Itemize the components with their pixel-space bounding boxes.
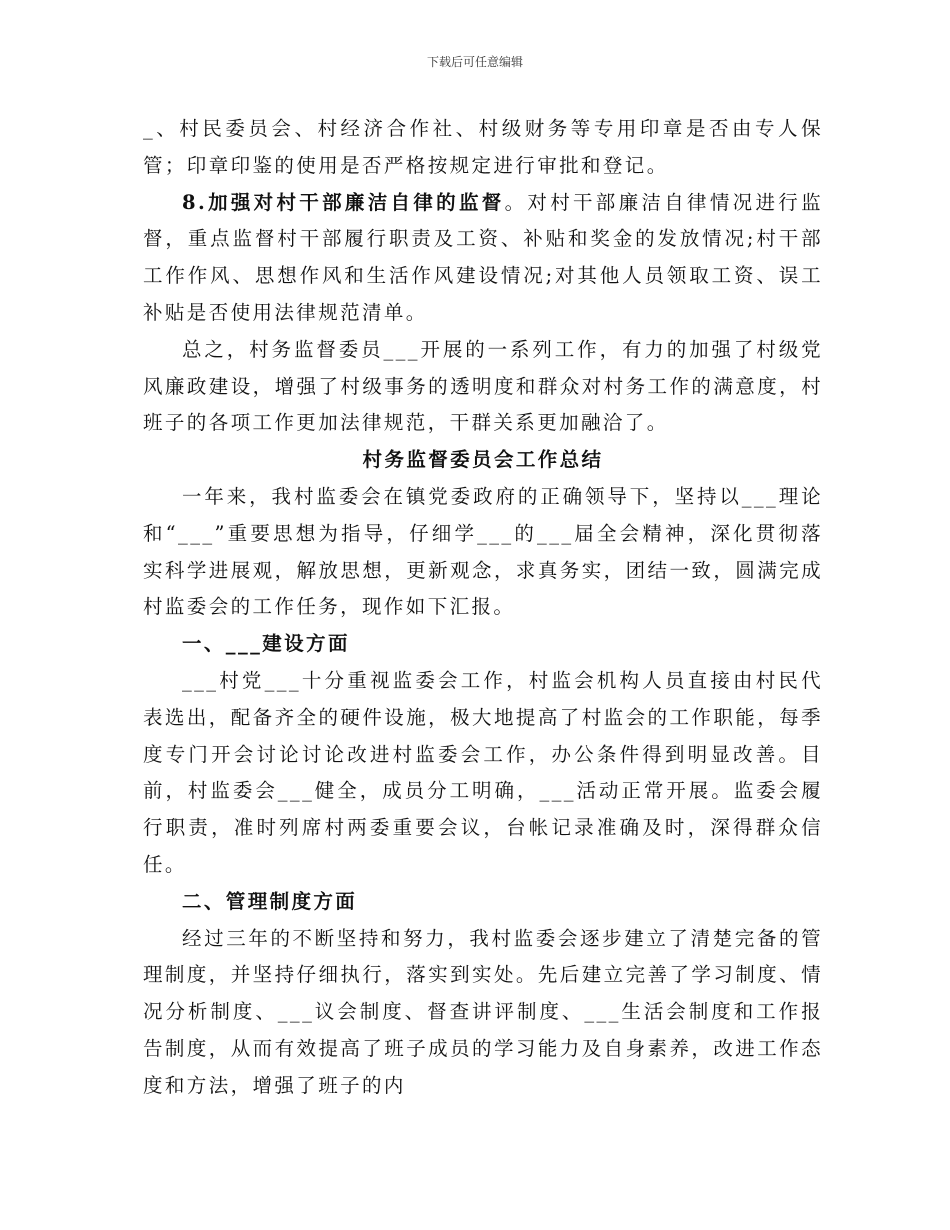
- header-note: 下载后可任意编辑: [426, 55, 523, 69]
- heading-construction: 一、___建设方面: [182, 632, 350, 656]
- paragraph-management: 经过三年的不断坚持和努力，我村监委会逐步建立了清楚完备的管理制度，并坚持仔细执行，落实到实处。先后建立完善了学习制度、情况分析制度、___议会制度、督查讲评制度、___生活会制度和工作报告制度，从而有效提高了班子成员的学习能力及自身素养，改进工作态度和方法，增强了班子的内: [143, 926, 823, 1097]
- paragraph-intro: 一年来，我村监委会在镇党委政府的正确领导下，坚持以___理论和“___”重要思想为指导，仔细学___的___届全会精神，深化贯彻落实科学进展观，解放思想，更新观念，求真务实，团结一致，圆满完成村监委会的工作任务，现作如下汇报。: [143, 484, 823, 619]
- paragraph-cadre-supervision: [143, 185, 823, 332]
- section-title: 村务监督委员会工作总结: [362, 448, 604, 472]
- paragraph-cadre-supervision-body: 。对村干部廉洁自律情况进行监督，重点监督村干部履行职责及工资、补贴和奖金的发放情况;村干部工作作风、思想作风和生活作风建设情况;对其他人员领取工资、误工补贴是否使用法律规范清单。: [143, 190, 823, 324]
- paragraph-seal-management: _、村民委员会、村经济合作社、村级财务等专用印章是否由专人保管；印章印鉴的使用是否严格按规定进行审批和登记。: [143, 117, 823, 177]
- heading-management: 二、管理制度方面: [182, 889, 358, 913]
- paragraph-cadre-supervision-lead: 8.加强对村干部廉洁自律的监督: [182, 190, 505, 214]
- paragraph-conclusion: 总之，村务监督委员___开展的一系列工作，有力的加强了村级党风廉政建设，增强了村级事务的透明度和群众对村务工作的满意度，村班子的各项工作更加法律规范，干群关系更加融洽了。: [143, 337, 823, 435]
- paragraph-construction: ___村党___十分重视监委会工作，村监会机构人员直接由村民代表选出，配备齐全的硬件设施，极大地提高了村监会的工作职能，每季度专门开会讨论讨论改进村监委会工作，办公条件得到明显改善。目前，村监委会___健全，成员分工明确，___活动正常开展。监委会履行职责，准时列席村两委重要会议，台帐记录准确及时，深得群众信任。: [143, 668, 823, 876]
- document-body: [143, 111, 823, 1105]
